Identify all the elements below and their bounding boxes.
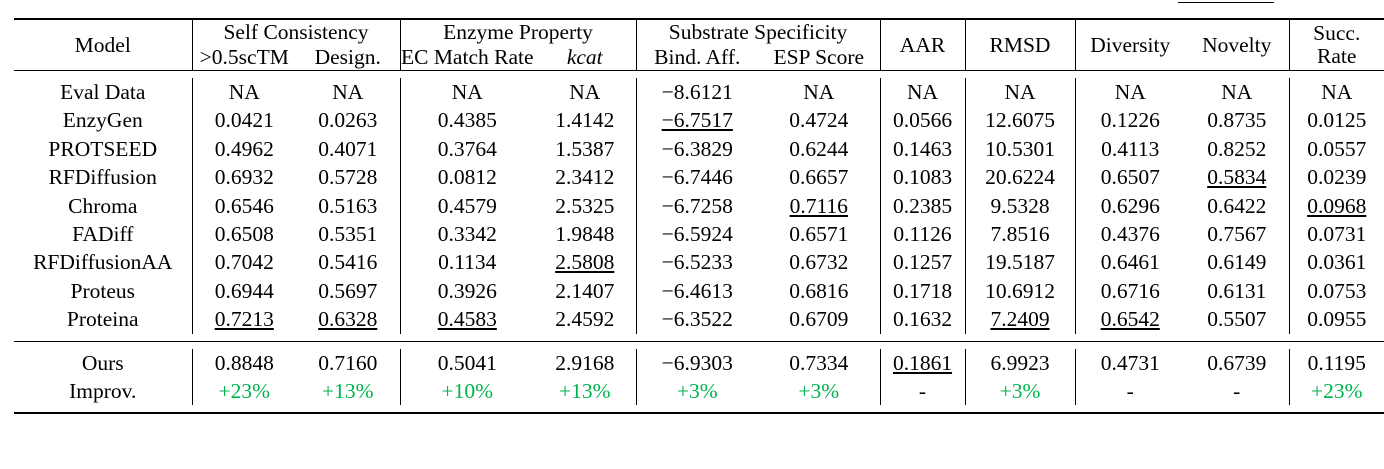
cell: 0.4724 xyxy=(758,106,880,134)
cell: 0.0753 xyxy=(1289,277,1384,305)
cell: 0.1226 xyxy=(1075,106,1185,134)
cell: −6.7446 xyxy=(636,163,758,191)
cell: 6.9923 xyxy=(965,349,1075,377)
cell: 0.0421 xyxy=(192,106,296,134)
row-label: RFDiffusion xyxy=(48,165,157,190)
cell: 7.8516 xyxy=(965,220,1075,248)
cell: 0.7213 xyxy=(192,305,296,333)
header-group-row xyxy=(14,20,1384,45)
header-succ-rate xyxy=(1289,20,1384,71)
cell: 0.5416 xyxy=(318,250,378,275)
cell: 0.0361 xyxy=(1289,248,1384,276)
cell: 0.6657 xyxy=(758,163,880,191)
cell: 0.3926 xyxy=(400,277,534,305)
header-rmsd: RMSD xyxy=(965,20,1075,71)
cell: 0.6732 xyxy=(758,248,880,276)
cell: - xyxy=(1233,379,1241,404)
cell: NA xyxy=(758,78,880,106)
cell: NA xyxy=(1221,80,1253,104)
table-row xyxy=(14,277,1384,305)
table-row xyxy=(14,220,1384,248)
cell: 0.5728 xyxy=(318,165,378,190)
cell: 0.4583 xyxy=(400,305,534,333)
cell: 0.5507 xyxy=(1207,307,1267,332)
cell: 0.1126 xyxy=(893,222,952,247)
spacer-after-midrule xyxy=(14,342,1384,349)
table-row xyxy=(14,135,1384,163)
table-row-ours xyxy=(14,349,1384,377)
cell: +3% xyxy=(758,377,880,405)
cell: 0.6507 xyxy=(1075,163,1185,191)
cell: NA xyxy=(569,80,601,104)
cell: 0.7334 xyxy=(758,349,880,377)
cell: 0.0125 xyxy=(1289,106,1384,134)
cell: 0.0239 xyxy=(1289,163,1384,191)
row-label: PROTSEED xyxy=(48,136,158,161)
cell: −6.7517 xyxy=(636,106,758,134)
cell: 0.4113 xyxy=(1075,135,1185,163)
header-model: Model xyxy=(74,32,131,57)
cell: −6.3829 xyxy=(636,135,758,163)
cell: −6.4613 xyxy=(636,277,758,305)
cell: 0.6244 xyxy=(758,135,880,163)
cell: NA xyxy=(192,78,296,106)
cell: 0.6716 xyxy=(1075,277,1185,305)
cell: 1.9848 xyxy=(555,222,615,247)
cell: 0.6542 xyxy=(1075,305,1185,333)
table-row xyxy=(14,305,1384,333)
spacer-top xyxy=(14,71,1384,78)
cell: NA xyxy=(906,80,939,104)
cell: +3% xyxy=(636,377,758,405)
cell: 0.4376 xyxy=(1075,220,1185,248)
cell: +13% xyxy=(321,379,374,404)
cell: 0.0968 xyxy=(1289,192,1384,220)
spacer-bottom xyxy=(14,405,1384,413)
cell: 19.5187 xyxy=(965,248,1075,276)
cell: −6.5233 xyxy=(636,248,758,276)
cell: 0.1861 xyxy=(892,350,953,375)
cell: 12.6075 xyxy=(965,106,1075,134)
cell: 0.6709 xyxy=(758,305,880,333)
header-diversity: Diversity xyxy=(1075,20,1185,71)
cell: 0.0955 xyxy=(1289,305,1384,333)
cell: 0.4962 xyxy=(192,135,296,163)
table-row xyxy=(14,106,1384,134)
cell: 0.6149 xyxy=(1207,250,1267,275)
cell: 10.5301 xyxy=(965,135,1075,163)
cell: 0.6131 xyxy=(1207,278,1267,303)
cell: 0.2385 xyxy=(892,193,953,218)
cell: 9.5328 xyxy=(965,192,1075,220)
table-row xyxy=(14,163,1384,191)
cell: 0.8848 xyxy=(192,349,296,377)
row-label-ours: Ours xyxy=(81,350,124,375)
header-group-enzyme-property: Enzyme Property xyxy=(400,20,636,45)
cell: 0.6944 xyxy=(192,277,296,305)
cell: 1.4142 xyxy=(555,108,615,133)
cell: −6.9303 xyxy=(636,349,758,377)
header-novelty: Novelty xyxy=(1202,32,1272,57)
cell: +3% xyxy=(965,377,1075,405)
header-sub-sctm: >0.5scTM xyxy=(192,45,296,71)
cell: 2.4592 xyxy=(555,307,615,332)
cell: 0.6739 xyxy=(1207,350,1267,375)
cell: - xyxy=(918,379,927,404)
cell: 0.0557 xyxy=(1289,135,1384,163)
cell: 2.3412 xyxy=(555,165,615,190)
row-label: Chroma xyxy=(68,193,138,218)
cell: 2.1407 xyxy=(555,278,615,303)
cell: - xyxy=(1075,377,1185,405)
cell: 0.1632 xyxy=(892,307,953,332)
row-label: RFDiffusionAA xyxy=(33,250,173,275)
header-succ-rate-line1: Succ. xyxy=(1313,20,1361,45)
cell: 0.4731 xyxy=(1075,349,1185,377)
cell: 0.6461 xyxy=(1075,248,1185,276)
cropped-rule xyxy=(1178,2,1274,3)
cell: −8.6121 xyxy=(636,78,758,106)
cell: 10.6912 xyxy=(965,277,1075,305)
cell: 2.5325 xyxy=(555,193,615,218)
cell: 0.4579 xyxy=(400,192,534,220)
cell: 0.6422 xyxy=(1207,193,1267,218)
page-top-area xyxy=(14,0,1284,18)
cell: −6.7258 xyxy=(636,192,758,220)
spacer-before-midrule xyxy=(14,334,1384,342)
table-row-improvement xyxy=(14,377,1384,405)
cell: 0.7567 xyxy=(1207,222,1267,247)
cell: +23% xyxy=(192,377,296,405)
header-sub-ec-match-rate: EC Match Rate xyxy=(400,45,534,69)
row-label: Proteina xyxy=(66,307,139,332)
cell: 0.5697 xyxy=(318,278,378,303)
cell: 0.8735 xyxy=(1207,108,1267,133)
cell: 0.1463 xyxy=(892,136,953,161)
cell: −6.5924 xyxy=(636,220,758,248)
cell: 0.3342 xyxy=(400,220,534,248)
cell: 0.6546 xyxy=(192,192,296,220)
header-group-self-consistency: Self Consistency xyxy=(192,20,400,45)
cell: 0.1134 xyxy=(400,248,534,276)
cell: 0.5163 xyxy=(318,193,378,218)
cell: 0.7160 xyxy=(318,350,378,375)
cell: +10% xyxy=(400,377,534,405)
row-label: Eval Data xyxy=(60,80,146,104)
header-sub-designability: Design. xyxy=(314,45,381,69)
cell: 7.2409 xyxy=(965,305,1075,333)
cell: 0.4071 xyxy=(318,136,378,161)
cell: +13% xyxy=(558,379,611,404)
cell: 0.0812 xyxy=(400,163,534,191)
header-group-substrate-specificity: Substrate Specificity xyxy=(636,20,880,45)
cell: 0.3764 xyxy=(400,135,534,163)
row-label: FADiff xyxy=(72,222,134,247)
cell: 0.7042 xyxy=(192,248,296,276)
cell: 0.1257 xyxy=(892,250,953,275)
header-succ-rate-line2: Rate xyxy=(1317,44,1357,68)
cell: 0.5351 xyxy=(318,222,378,247)
cell: +23% xyxy=(1289,377,1384,405)
cell: 2.5808 xyxy=(555,250,615,275)
cell: 0.1718 xyxy=(892,278,953,303)
cell: 0.0263 xyxy=(318,108,378,133)
cell: 0.7116 xyxy=(758,192,880,220)
row-label: Proteus xyxy=(70,278,135,303)
cell: −6.3522 xyxy=(636,305,758,333)
cell: 0.6816 xyxy=(758,277,880,305)
cell: 0.8252 xyxy=(1207,136,1267,161)
cell: NA xyxy=(400,78,534,106)
cell: 0.6328 xyxy=(318,307,378,332)
cell: NA xyxy=(332,80,364,104)
cell: NA xyxy=(1075,78,1185,106)
row-label-improv: Improv. xyxy=(69,379,137,404)
cell: 0.0566 xyxy=(892,108,953,133)
row-label: EnzyGen xyxy=(62,108,143,133)
cell: 0.6571 xyxy=(758,220,880,248)
table-row xyxy=(14,192,1384,220)
cell: 0.6508 xyxy=(192,220,296,248)
cell: 0.5041 xyxy=(400,349,534,377)
cell: 0.1195 xyxy=(1289,349,1384,377)
cell: 0.6932 xyxy=(192,163,296,191)
header-sub-kcat xyxy=(534,45,636,71)
cell: 0.6296 xyxy=(1075,192,1185,220)
cell: 2.9168 xyxy=(555,350,615,375)
table-row xyxy=(14,248,1384,276)
cell: NA xyxy=(1289,78,1384,106)
table-row xyxy=(14,78,1384,106)
cell: 1.5387 xyxy=(555,136,615,161)
kcat-label: kcat xyxy=(566,45,603,69)
cell: NA xyxy=(965,78,1075,106)
cell: 0.5834 xyxy=(1207,165,1267,190)
cell: 0.4385 xyxy=(400,106,534,134)
header-aar: AAR xyxy=(899,32,946,57)
cell: 0.1083 xyxy=(892,165,953,190)
header-sub-bind-aff: Bind. Aff. xyxy=(636,45,758,71)
cell: 0.0731 xyxy=(1289,220,1384,248)
bottomrule xyxy=(14,413,1384,414)
cell: 20.6224 xyxy=(965,163,1075,191)
results-table xyxy=(14,18,1384,414)
header-sub-esp-score: ESP Score xyxy=(758,45,880,71)
